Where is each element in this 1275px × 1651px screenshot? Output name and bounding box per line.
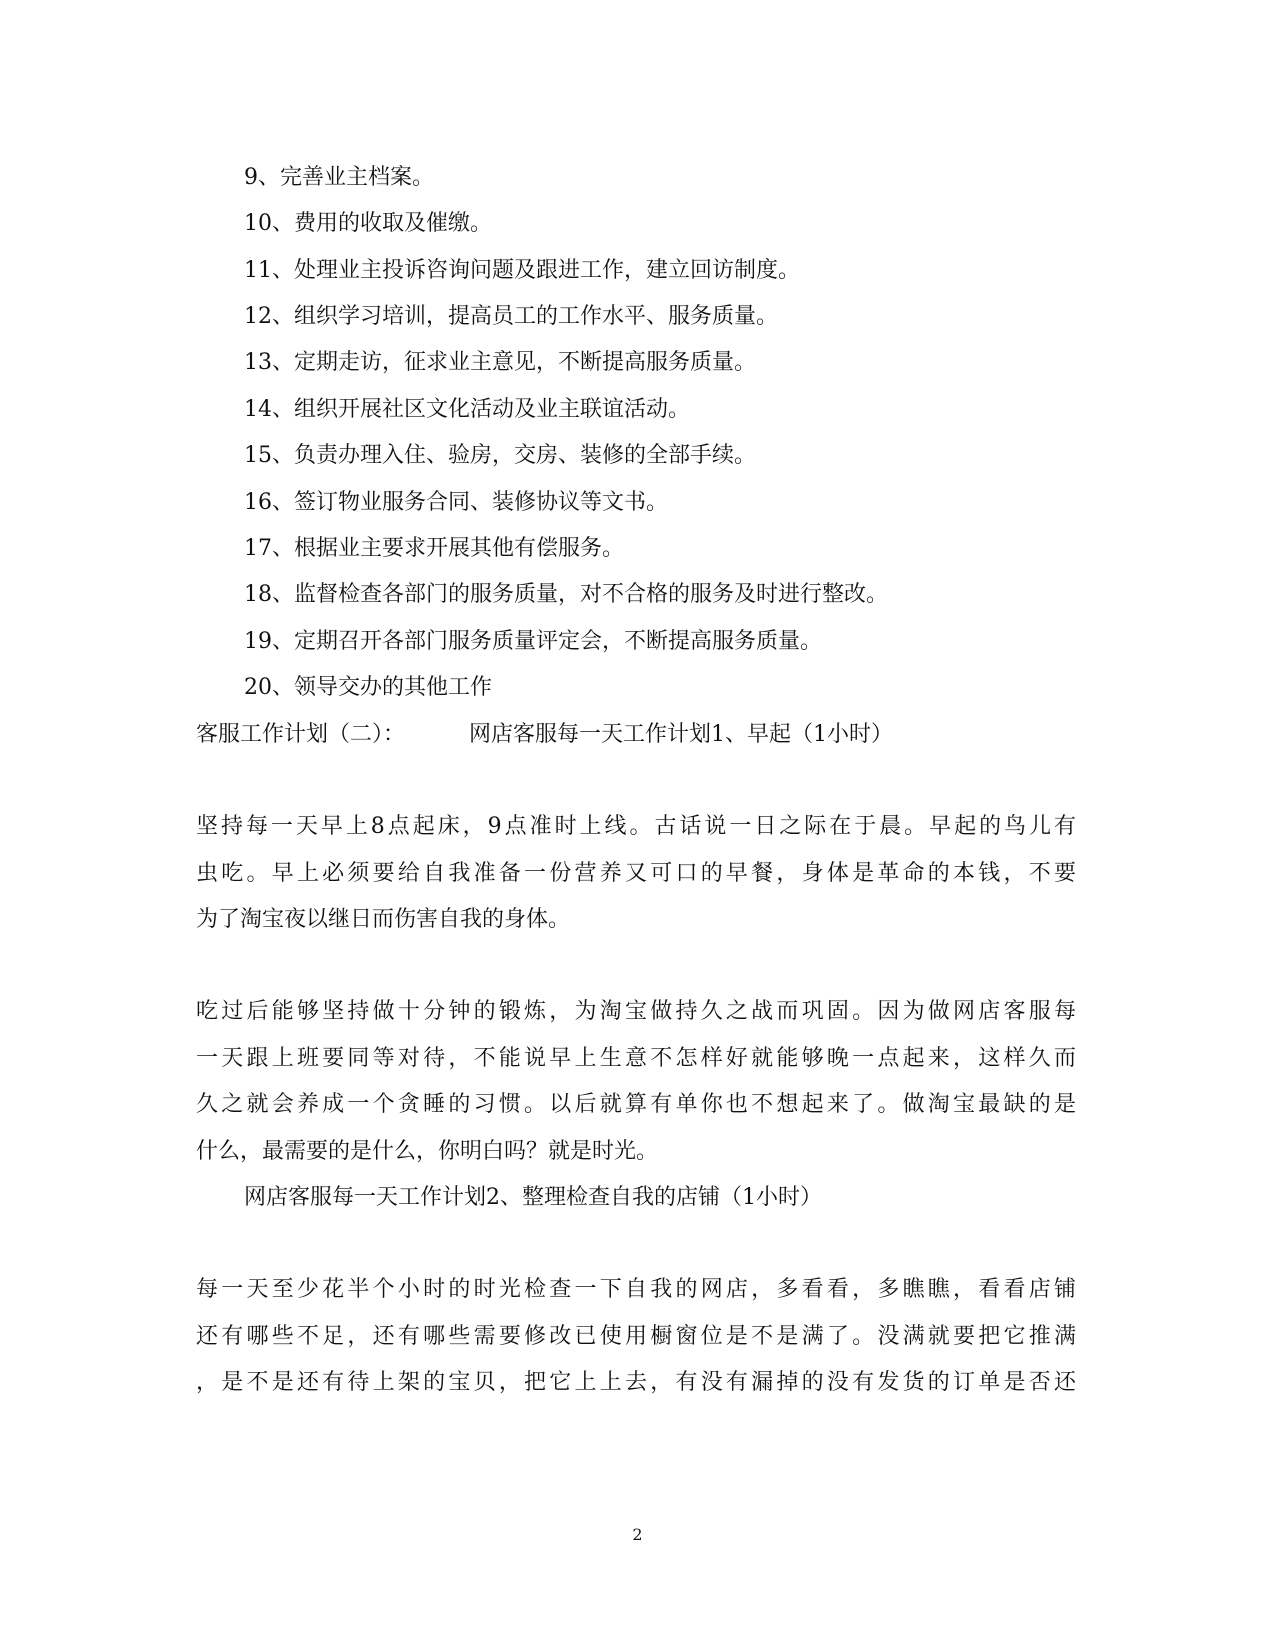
paragraph-line: 一天跟上班要同等对待，不能说早上生意不怎样好就能够晚一点起来，这样久而 <box>196 1046 1076 1071</box>
list-item: 14、组织开展社区文化活动及业主联谊活动。 <box>244 397 690 422</box>
list-item: 18、监督检查各部门的服务质量，对不合格的服务及时进行整改。 <box>244 582 888 607</box>
list-item: 17、根据业主要求开展其他有偿服务。 <box>244 536 624 561</box>
paragraph-line: 每一天至少花半个小时的时光检查一下自我的网店，多看看，多瞧瞧，看看店铺 <box>196 1277 1076 1302</box>
list-item: 15、负责办理入住、验房，交房、装修的全部手续。 <box>244 443 756 468</box>
section-heading <box>196 720 893 750</box>
paragraph-line: 还有哪些不足，还有哪些需要修改已使用橱窗位是不是满了。没满就要把它推满 <box>196 1324 1076 1349</box>
paragraph-line: 吃过后能够坚持做十分钟的锻炼，为淘宝做持久之战而巩固。因为做网店客服每 <box>196 999 1076 1024</box>
list-item: 12、组织学习培训，提高员工的工作水平、服务质量。 <box>244 304 778 329</box>
list-item: 20、领导交办的其他工作 <box>244 675 492 700</box>
list-item: 16、签订物业服务合同、装修协议等文书。 <box>244 490 668 515</box>
list-item: 9、完善业主档案。 <box>244 165 434 190</box>
paragraph-line: 久之就会养成一个贪睡的习惯。以后就算有单你也不想起来了。做淘宝最缺的是 <box>196 1092 1076 1117</box>
section-heading-title: 客服工作计划（二）： <box>196 722 406 747</box>
paragraph-line: ，是不是还有待上架的宝贝，把它上上去，有没有漏掉的没有发货的订单是否还 <box>196 1370 1076 1395</box>
paragraph-line: 虫吃。早上必须要给自我准备一份营养又可口的早餐，身体是革命的本钱，不要 <box>196 861 1076 886</box>
list-item: 13、定期走访，征求业主意见，不断提高服务质量。 <box>244 350 756 375</box>
list-item: 10、费用的收取及催缴。 <box>244 211 492 236</box>
list-item: 19、定期召开各部门服务质量评定会，不断提高服务质量。 <box>244 629 822 654</box>
section-heading-subtitle: 网店客服每一天工作计划1、早起（1小时） <box>469 722 894 747</box>
subheading: 网店客服每一天工作计划2、整理检查自我的店铺（1小时） <box>244 1185 822 1210</box>
paragraph-line: 什么，最需要的是什么，你明白吗？就是时光。 <box>196 1139 659 1164</box>
paragraph-line: 为了淘宝夜以继日而伤害自我的身体。 <box>196 907 571 932</box>
list-item: 11、处理业主投诉咨询问题及跟进工作，建立回访制度。 <box>244 258 800 283</box>
page-number: 2 <box>632 1525 643 1544</box>
paragraph-line: 坚持每一天早上8点起床，9点准时上线。古话说一日之际在于晨。早起的鸟儿有 <box>196 814 1076 839</box>
